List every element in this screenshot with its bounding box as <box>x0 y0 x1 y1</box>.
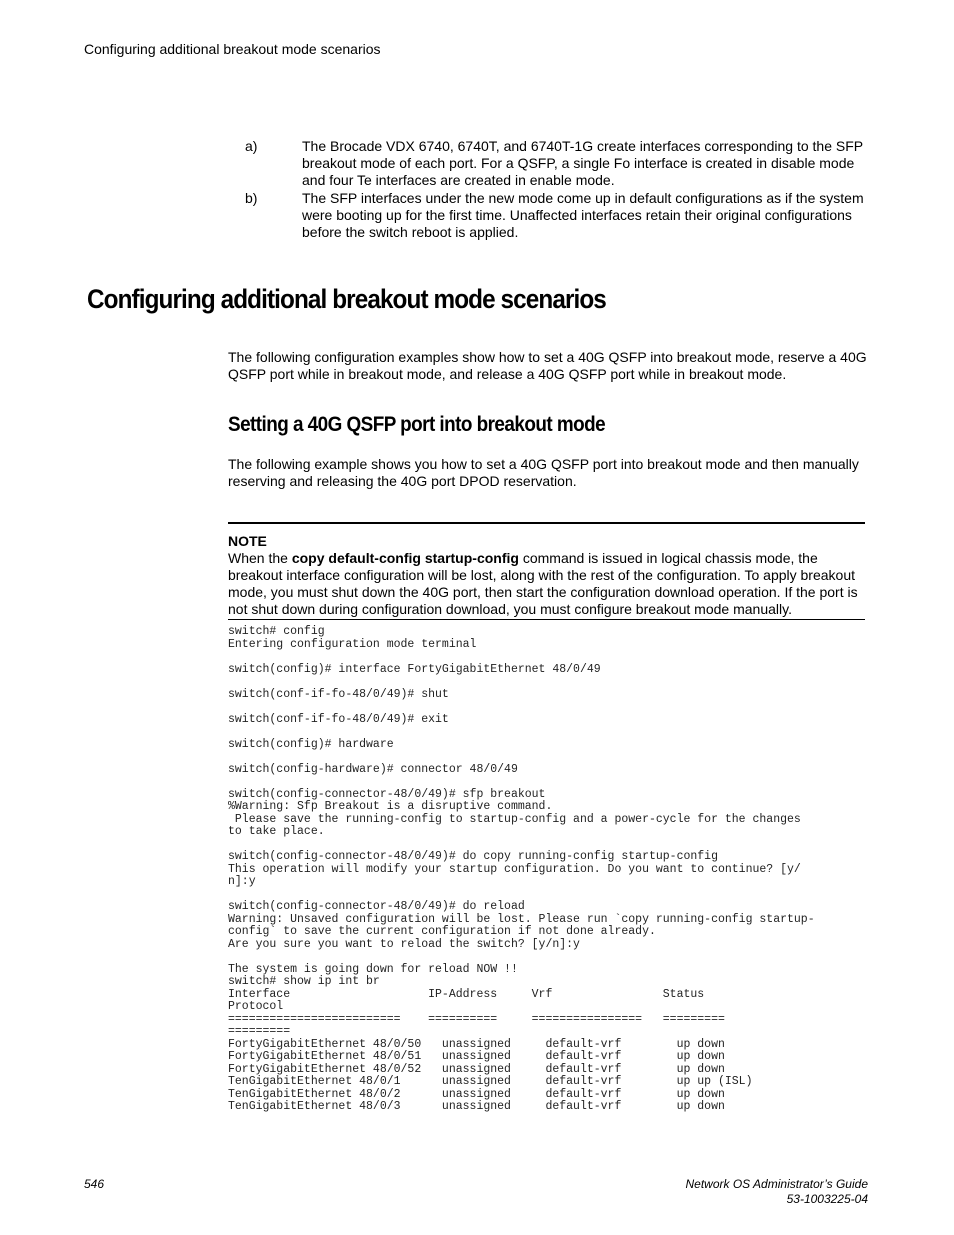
subsection-intro: The following example shows you how to set a 40G QSFP port into breakout mode and then manually reserving and releasing the 40G port DPOD reservation. <box>228 456 859 489</box>
note-text <box>228 550 865 618</box>
footer-doc-info <box>685 1177 868 1207</box>
list-item <box>245 138 867 189</box>
note-text-before: When the <box>228 550 292 566</box>
section-intro: The following configuration examples show how to set a 40G QSFP into breakout mode, reserve a 40G QSFP port while in breakout mode, and release a 40G QSFP port while in breakout mode. <box>228 349 867 382</box>
note-label: NOTE <box>228 533 267 549</box>
note-text-after: command is issued in logical chassis mode, the breakout interface configuration will be lost, along with the rest of the configuration. To apply breakout mode, you must shut down the 40G port, then start the configuration download operation. If the port is not shut down during configuration download, you must configure breakout mode manually. <box>228 550 858 617</box>
lettered-list <box>245 138 867 242</box>
cli-example: switch# config Entering configuration mode terminal switch(config)# interface FortyGigabitEthernet 48/0/49 switch(conf-if-fo-48/0/49)# shut switch(conf-if-fo-48/0/49)# exit switch(config)# hardware switch(config-hardware)# connector 48/0/49 switch(config-connector-48/0/49)# sfp breakout %Warning: Sfp Breakout is a disruptive command. Please save the running-config to startup-config and a power-cycle for the changes to take place. switch(config-connector-48/0/49)# do copy running-config startup-config This operation will modify your startup configuration. Do you want to continue? [y/ n]:y switch(config-connector-48/0/49)# do reload Warning: Unsaved configuration will be lost. Please run `copy running-config startup- config` to save the current configuration if not done already. Are you sure you want to reload the switch? [y/n]:y The system is going down for reload NOW !! switch# show ip int br Interface IP-Address Vrf Status Protocol ========================= ========== ================ ========= ========= FortyGigabitEthernet 48/0/50 unassigned default-vrf up down FortyGigabitEthernet 48/0/51 unassigned default-vrf up down FortyGigabitEthernet 48/0/52 unassigned default-vrf up down TenGigabitEthernet 48/0/1 unassigned default-vrf up up (ISL) TenGigabitEthernet 48/0/2 unassigned default-vrf up down TenGigabitEthernet 48/0/3 unassigned default-vrf up down <box>228 625 815 1113</box>
note-command: copy default-config startup-config <box>291 550 519 566</box>
list-marker: a) <box>245 138 258 154</box>
running-header: Configuring additional breakout mode scenarios <box>84 41 381 57</box>
section-heading: Configuring additional breakout mode scenarios <box>87 284 606 314</box>
list-marker: b) <box>245 190 258 206</box>
list-item <box>245 190 867 241</box>
list-item-text: The Brocade VDX 6740, 6740T, and 6740T-1G create interfaces corresponding to the SFP breakout mode of each port. For a QSFP, a single Fo interface is created in disable mode and four Te interfaces are created in enable mode. <box>302 138 863 188</box>
doc-number: 53-1003225-04 <box>786 1192 868 1206</box>
note-box <box>228 522 865 620</box>
book-title: Network OS Administrator’s Guide <box>685 1177 868 1191</box>
subsection-heading: Setting a 40G QSFP port into breakout mode <box>228 413 606 436</box>
list-item-text: The SFP interfaces under the new mode come up in default configurations as if the system were booting up for the first time. Unaffected interfaces retain their original configurations before the switch reboot is applied. <box>302 190 864 240</box>
page-number: 546 <box>84 1177 105 1191</box>
